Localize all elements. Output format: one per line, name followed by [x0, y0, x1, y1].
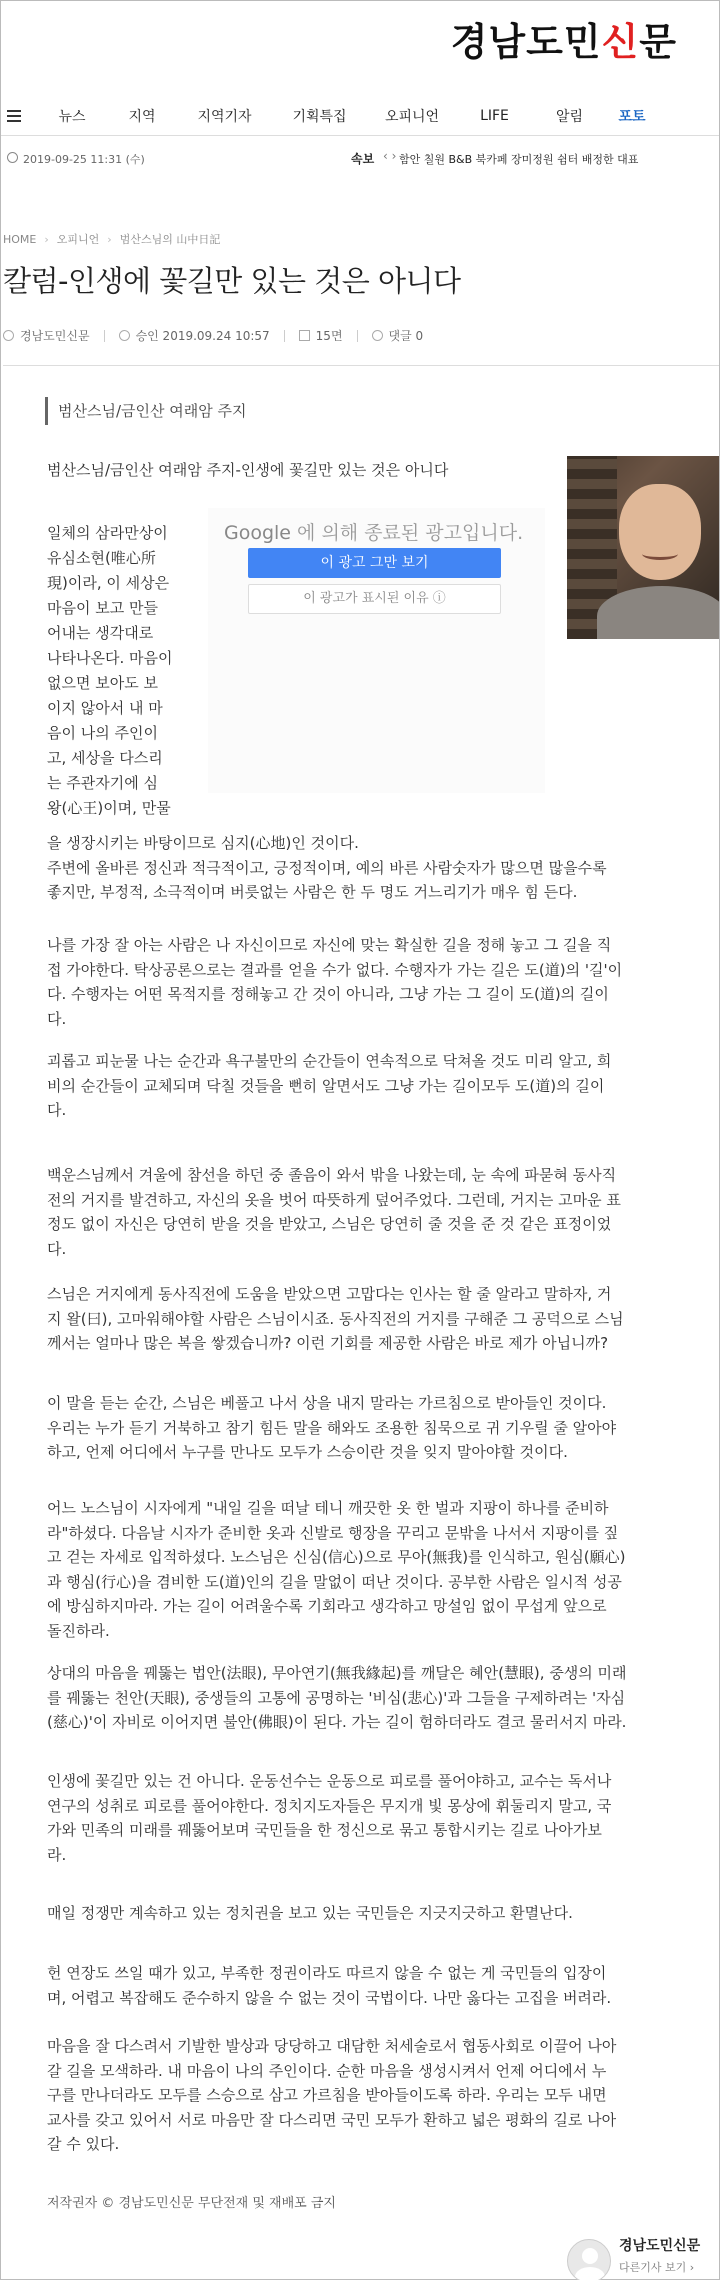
- article-line: 왕(心王)이며, 만물: [47, 799, 171, 817]
- author-photo: [567, 456, 719, 639]
- article-lead: 범산스님/금인산 여래암 주지-인생에 꽃길만 있는 것은 아니다: [47, 461, 449, 479]
- article-line: 유심소현(唯心所: [47, 549, 156, 567]
- ticker-arrows-icon[interactable]: ‹ ›: [383, 149, 397, 163]
- article-line: 고, 세상을 다스리: [47, 749, 163, 767]
- comment-icon: [372, 330, 383, 341]
- nav-item-opinion[interactable]: 오피니언: [384, 108, 440, 125]
- article-paragraph: 나를 가장 잘 아는 사람은 나 자신이므로 자신에 맞는 확실한 길을 정해 놓고 그 길을 직 접 가야한다. 탁상공론으로는 결과를 얻을 수가 없다. 수행자가 가는 길은 도(道)의 '길'이 다. 수행자는 어떤 목적지를 정해놓고 간 것이 아니라, 그냥 가는 그 길이 도(道)의 길이 다.: [47, 936, 623, 1028]
- logo-text-main: 경남도민: [450, 20, 602, 64]
- clock-icon: [119, 330, 130, 341]
- article-page: 15면: [315, 329, 343, 343]
- article-approved-time: 승인 2019.09.24 10:57: [135, 329, 270, 343]
- article-title: 칼럼-인생에 꽃길만 있는 것은 아니다: [3, 264, 461, 298]
- article-line: 는 주관자기에 심: [47, 774, 158, 792]
- article-wrap-column: [47, 521, 207, 821]
- article-paragraph: 상대의 마음을 꿰뚫는 법안(法眼), 무아연기(無我緣起)를 깨달은 혜안(慧眼), 중생의 미래 를 꿰뚫는 천안(天眼), 중생들의 고통에 공명하는 '비심(悲心)'과 그들을 구제하려는 '자심 (慈心)'이 자비로 이어지면 불안(佛眼)이 된다. 가는 길이 험하더라도 결코 물러서지 마라.: [47, 1664, 627, 1731]
- article-paragraph: 괴롭고 피눈물 나는 순간과 욕구불만의 순간들이 연속적으로 닥쳐올 것도 미리 알고, 희 비의 순간들이 교체되며 닥칠 것들을 뻔히 알면서도 그냥 가는 길이모두 도(道)의 길이 다.: [47, 1052, 612, 1119]
- article-line: 일체의 삼라만상이: [47, 524, 168, 542]
- nav-item-life[interactable]: LIFE: [480, 107, 509, 124]
- google-logo: Google: [224, 522, 292, 544]
- current-datetime: 2019-09-25 11:31 (수): [23, 153, 145, 166]
- article-paragraph: 어느 노스님이 시자에게 "내일 길을 떠날 테니 깨끗한 옷 한 벌과 지팡이 하나를 준비하 라"하셨다. 다음날 시자가 준비한 옷과 신발로 행장을 꾸리고 문밖을 나서서 지팡이를 짚 고 걷는 자세로 입적하셨다. 노스님은 신심(信心)으로 무아(無我)를 인식하고, 원심(願心) 과 행심(行心)을 겸비한 도(道)인의 길을 말없이 떠난 것이다. 공부한 사람은 일시적 성공 에 방심하지마라. 가는 길이 어려울수록 기회라고 생각하고 망설임 없이 무섭게 앞으로 돌진하라.: [47, 1499, 626, 1640]
- menu-icon[interactable]: [7, 110, 21, 122]
- main-nav: [1, 96, 719, 136]
- masthead: [1, 1, 719, 73]
- article-line: 어내는 생각대로: [47, 624, 154, 642]
- divider: [3, 365, 719, 366]
- why-ad-button[interactable]: 이 광고가 표시된 이유 ⓘ: [248, 584, 501, 614]
- stop-ad-button[interactable]: 이 광고 그만 보기: [248, 548, 501, 578]
- page-icon: [299, 330, 310, 341]
- article-line: 이지 않아서 내 마: [47, 699, 163, 717]
- nav-item-notice[interactable]: 알림: [555, 108, 584, 125]
- news-ticker: [1, 147, 719, 171]
- more-articles-link[interactable]: 다른기사 보기 ›: [619, 2261, 695, 2274]
- author-name[interactable]: 경남도민신문: [619, 2238, 701, 2254]
- article-line: 음이 나의 주인이: [47, 724, 158, 742]
- breadcrumb-opinion[interactable]: 오피니언: [56, 233, 100, 246]
- author-avatar[interactable]: [567, 2239, 611, 2280]
- breadcrumb-separator-icon: ›: [107, 232, 112, 246]
- breadcrumb-home[interactable]: HOME: [3, 232, 37, 246]
- logo-text-end: 문: [639, 20, 677, 64]
- article-paragraph: 스님은 거지에게 동사직전에 도움을 받았으면 고맙다는 인사는 할 줄 알라고 말하자, 거 지 왈(曰), 고마워해야할 사람은 스님이시죠. 동사직전의 거지를 구해준 그 공덕으로 스님 께서는 얼마나 많은 복을 쌓겠습니까? 이런 기회를 제공한 사람은 바로 제가 아닙니까?: [47, 1285, 624, 1352]
- site-logo[interactable]: [451, 11, 677, 66]
- article-comments-link[interactable]: 댓글 0: [388, 329, 424, 343]
- breadcrumb-separator-icon: ›: [44, 232, 49, 246]
- nav-item-region[interactable]: 지역: [128, 108, 156, 125]
- article-subhead: 범산스님/금인산 여래암 주지: [45, 397, 246, 425]
- breaking-headline-link[interactable]: 함안 칠원 B&B 북카페 장미정원 쉼터 배정한 대표: [399, 153, 639, 166]
- article-author[interactable]: 경남도민신문: [20, 329, 90, 343]
- article-meta: [3, 327, 719, 344]
- article-paragraph: 이 말을 듣는 순간, 스님은 베풀고 나서 상을 내지 말라는 가르침으로 받아들인 것이다. 우리는 누가 듣기 거북하고 참기 힘든 말을 해와도 조용한 침묵으로 귀 기우릴 줄 알아야 하고, 언제 어디에서 누구를 만나도 모두가 스승이란 것을 잊지 말아야할 것이다.: [47, 1394, 617, 1461]
- google-ad-closed: [208, 508, 545, 793]
- article-line: 없으면 보아도 보: [47, 674, 158, 692]
- article-line: 나타나온다. 마음이: [47, 649, 173, 667]
- nav-item-special[interactable]: 기획특집: [292, 108, 347, 125]
- copyright-notice: 저작권자 © 경남도민신문 무단전재 및 재배포 금지: [47, 2196, 336, 2211]
- breaking-label: 속보: [351, 152, 375, 166]
- article-paragraph: 헌 연장도 쓰일 때가 있고, 부족한 정권이라도 따르지 않을 수 없는 게 국민들의 입장이 며, 어렵고 복잡해도 준수하지 않을 수 없는 것이 국법이다. 나만 옳다는 고집을 버려라.: [47, 1964, 612, 2007]
- nav-item-photo[interactable]: 포토: [618, 108, 646, 125]
- logo-text-red: 신: [601, 20, 640, 64]
- breadcrumb-column[interactable]: 범산스님의 山中日記: [119, 233, 221, 246]
- clock-icon: [7, 152, 18, 163]
- article-paragraph: 백운스님께서 겨울에 참선을 하던 중 졸음이 와서 밖을 나왔는데, 눈 속에 파묻혀 동사직 전의 거지를 발견하고, 자신의 옷을 벗어 따뜻하게 덮어주었다. 그런데, 거지는 고마운 표 정도 없이 자신은 당연히 받을 것을 받았고, 스님은 당연히 줄 것을 준 것 같은 표정이었 다.: [47, 1166, 621, 1258]
- article-paragraph: 매일 정쟁만 계속하고 있는 정치권을 보고 있는 국민들은 지긋지긋하고 환멸난다.: [47, 1904, 573, 1922]
- nav-item-region-reporter[interactable]: 지역기자: [197, 108, 252, 125]
- author-icon: [3, 330, 14, 341]
- ad-header: Google 에 의해 종료된 광고입니다.: [224, 522, 524, 544]
- breadcrumb: [3, 231, 220, 247]
- article-line: 現)이라, 이 세상은: [47, 574, 170, 592]
- article-paragraph: 인생에 꽃길만 있는 건 아니다. 운동선수는 운동으로 피로를 풀어야하고, 교수는 독서나 연구의 성취로 피로를 풀어야한다. 정치지도자들은 무지개 빛 몽상에 휘둘리지 말고, 국 가와 민족의 미래를 꿰뚫어보며 국민들을 한 정신으로 묶고 통합시키는 길로 나아가보 라.: [47, 1772, 612, 1864]
- article-paragraph: 마음을 잘 다스려서 기발한 발상과 당당하고 대담한 처세술로서 협동사회로 이끌어 나아 갈 길을 모색하라. 내 마음이 나의 주인이다. 순한 마음을 생성시켜서 언제 어디에서 누 구를 만나더라도 모두를 스승으로 삼고 가르침을 받아들이도록 하라. 우리는 모두 내면 교사를 갖고 있어서 서로 마음만 잘 다스리면 국민 모두가 환하고 넓은 평화의 길로 나아 갈 수 있다.: [47, 2037, 617, 2153]
- article-line: 마음이 보고 만들: [47, 599, 158, 617]
- article-paragraph: 을 생장시키는 바탕이므로 심지(心地)인 것이다. 주변에 올바른 정신과 적극적이고, 긍정적이며, 예의 바른 사람숫자가 많으면 많을수록 좋지만, 부정적, 소극적이며 버릇없는 사람은 한 두 명도 거느리기가 매우 힘 든다.: [47, 834, 607, 901]
- nav-item-news[interactable]: 뉴스: [58, 108, 86, 125]
